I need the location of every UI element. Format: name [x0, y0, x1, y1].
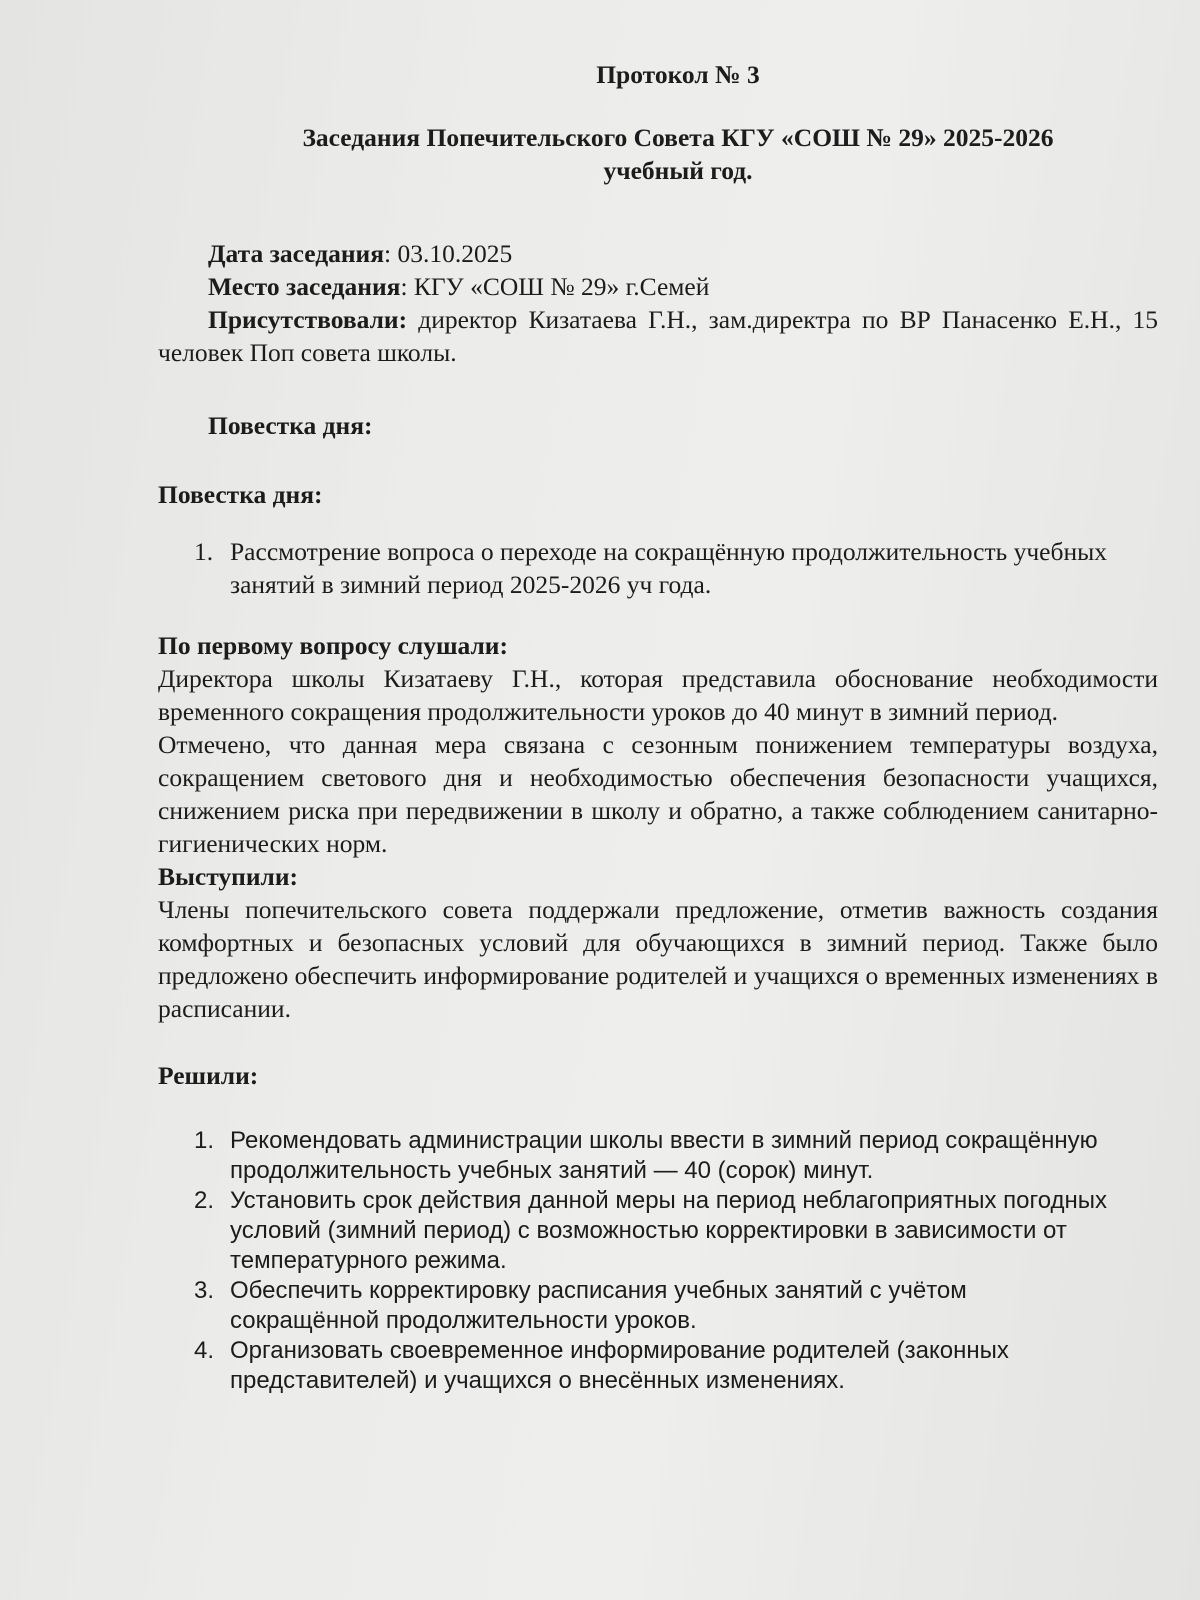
first-question-heading: По первому вопросу слушали: [158, 631, 508, 660]
list-item [158, 1126, 1158, 1186]
list-item-number: 2. [194, 1187, 215, 1214]
list-item [158, 535, 1158, 601]
list-item [158, 1186, 1158, 1276]
meeting-place-value: : КГУ «СОШ № 29» г.Семей [400, 272, 710, 301]
attendees-label: Присутствовали: [208, 305, 408, 334]
list-item-number: 1. [194, 537, 214, 566]
list-item-text: Организовать своевременное информирование родителей (законных представителей) и учащихся о внесённых изменениях. [230, 1337, 1009, 1394]
list-item-text: Рассмотрение вопроса о переходе на сокращённую продолжительность учебных занятий в зимний период 2025-2026 уч года. [230, 537, 1107, 599]
document-subtitle [158, 121, 1158, 187]
attendees-value: директор Кизатаева Г.Н., зам.директра по ВР Панасенко Е.Н., 15 человек Поп совета школы. [158, 305, 1158, 367]
list-item-number: 3. [194, 1277, 215, 1304]
subtitle-line-2: учебный год. [603, 156, 753, 185]
document-content [158, 58, 1158, 1396]
meeting-place-label: Место заседания [208, 272, 401, 301]
first-question-paragraph-1: Директора школы Кизатаеву Г.Н., которая представила обоснование необходимости временного сокращения продолжительности уроков до 40 минут в зимний период. [158, 664, 1158, 726]
list-item-text: Обеспечить корректировку расписания учебных занятий с учётом сокращённой продолжительности уроков. [230, 1277, 967, 1334]
meeting-attendees [158, 303, 1158, 369]
list-item [158, 1276, 1158, 1336]
list-item-number: 1. [194, 1127, 215, 1154]
meeting-date-label: Дата заседания [208, 239, 385, 268]
list-item-text: Рекомендовать администрации школы ввести в зимний период сокращённую продолжительность учебных занятий — 40 (сорок) минут. [230, 1127, 1098, 1184]
list-item-text: Установить срок действия данной меры на период неблагоприятных погодных условий (зимний период) с возможностью корректировки в зависимости от температурного режима. [230, 1187, 1108, 1274]
speakers-paragraph: Члены попечительского совета поддержали предложение, отметив важность создания комфортных и безопасных условий для обучающихся в зимний период. Также было предложено обеспечить информирование родителей и учащихся о временных изменениях в расписании. [158, 895, 1158, 1023]
list-item-number: 4. [194, 1337, 215, 1364]
agenda-heading-indented: Повестка дня: [208, 411, 373, 440]
decided-heading: Решили: [158, 1061, 259, 1090]
agenda-list [158, 535, 1158, 601]
meeting-date-value: : 03.10.2025 [384, 239, 513, 268]
decided-list [158, 1126, 1158, 1396]
list-item [158, 1336, 1158, 1396]
agenda-heading: Повестка дня: [158, 480, 323, 509]
document-title: Протокол № 3 [596, 60, 760, 89]
meeting-date [158, 237, 1158, 270]
first-question-paragraph-2: Отмечено, что данная мера связана с сезонным понижением температуры воздуха, сокращением светового дня и необходимостью обеспечения безопасности учащихся, снижением риска при передвижении в школу и обратно, а также соблюдением санитарно-гигиенических норм. [158, 730, 1158, 858]
subtitle-line-1: Заседания Попечительского Совета КГУ «СОШ № 29» 2025-2026 [302, 123, 1054, 152]
meeting-place [158, 270, 1158, 303]
speakers-heading: Выступили: [158, 862, 299, 891]
